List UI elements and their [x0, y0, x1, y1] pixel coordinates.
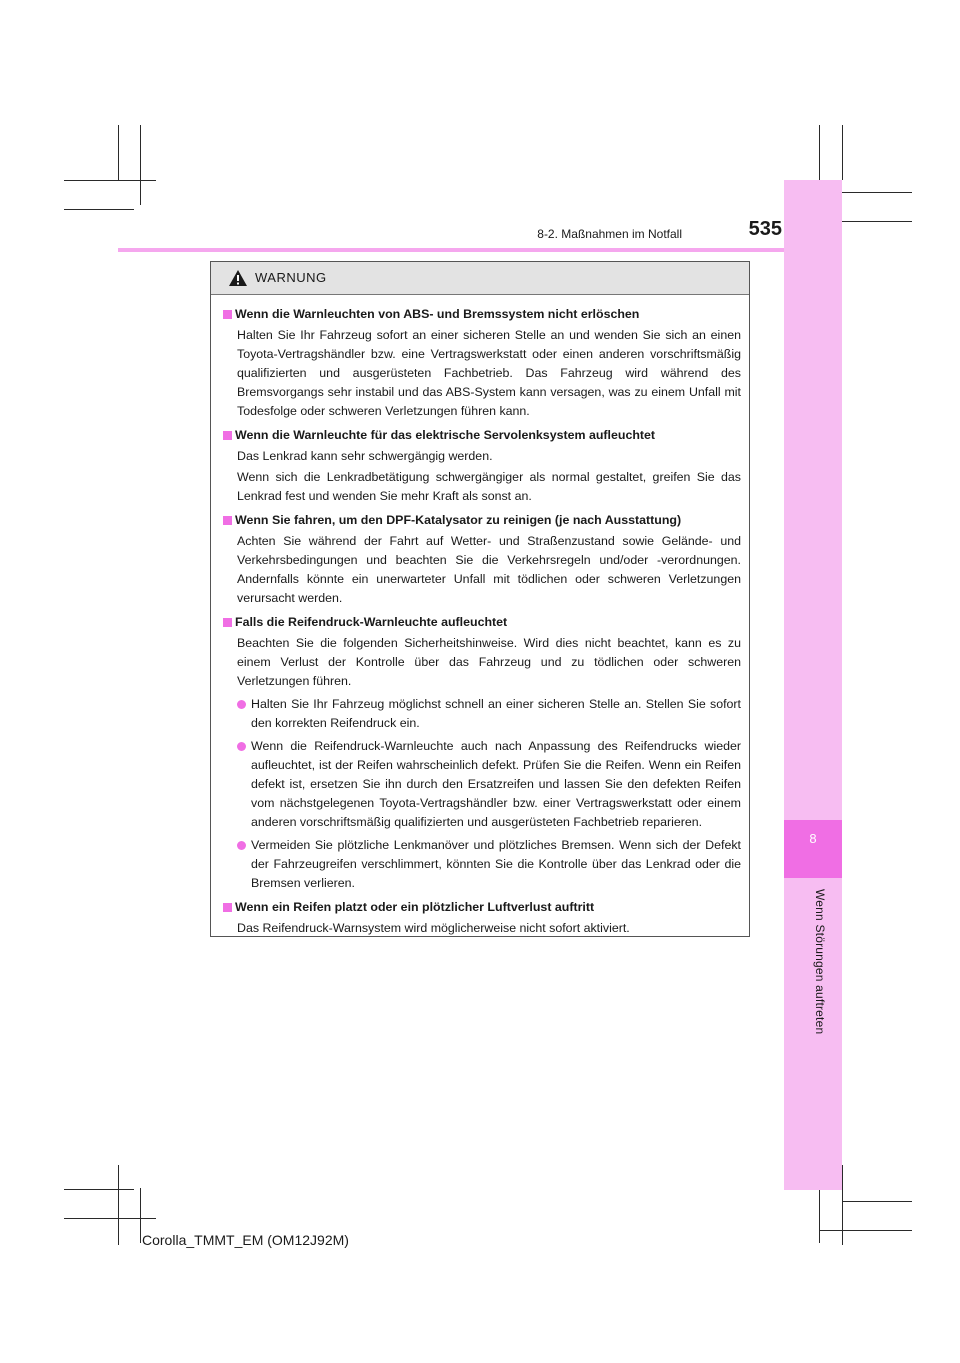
crop-mark — [64, 1218, 156, 1219]
warning-header — [211, 262, 749, 295]
section-paragraph: Halten Sie Ihr Fahrzeug sofort an einer sicheren Stelle an und wenden Sie sich an einen Toyota-Vertragshändler bzw. eine Vertragswerkstatt oder einen anderen vorschriftsmäßig qualifizierten und ausgerüsteten Fachbetrieb. Das Fahrzeug wird während des Bremsvorgangs sehr instabil und das ABS-System kann versagen, was zu einem Unfall mit Todesfolge oder schweren Verletzungen führen kann. — [237, 328, 741, 418]
crop-mark — [118, 125, 119, 180]
crop-mark — [842, 1201, 912, 1202]
crop-mark — [64, 1189, 134, 1190]
section-heading — [219, 898, 741, 917]
bullet-text: Vermeiden Sie plötzliche Lenkmanöver und plötzliches Bremsen. Wenn sich der Defekt der Fahrzeugreifen verschlimmert, könnten Sie die Kontrolle über das Lenkrad oder die Bremsen verlieren. — [251, 838, 741, 890]
chapter-side-tab-active — [784, 820, 842, 878]
bullet-item — [219, 695, 741, 733]
page-number: 535 — [748, 218, 782, 240]
warning-triangle-icon — [228, 269, 248, 287]
section-heading-text: Wenn ein Reifen platzt oder ein plötzlicher Luftverlust auftritt — [235, 900, 595, 914]
crop-mark — [819, 1230, 912, 1231]
section-paragraph: Das Reifendruck-Warnsystem wird möglicherweise nicht sofort aktiviert. — [237, 921, 630, 935]
section-marker-icon — [223, 310, 232, 319]
section-marker-icon — [223, 903, 232, 912]
bullet-text: Halten Sie Ihr Fahrzeug möglichst schnell an einer sicheren Stelle an. Stellen Sie sofort den korrekten Reifendruck ein. — [251, 697, 741, 730]
crop-mark — [64, 180, 156, 181]
crop-mark — [842, 125, 843, 180]
crop-mark — [64, 209, 134, 210]
bullet-item — [219, 836, 741, 893]
crop-mark — [842, 221, 912, 222]
section-paragraph: Beachten Sie die folgenden Sicherheitshinweise. Wird dies nicht beachtet, kann es zu einem Verlust der Kontrolle über das Fahrzeug und zu tödlichen oder schweren Verletzungen führen. — [237, 636, 741, 688]
crop-mark — [118, 1165, 119, 1245]
crop-mark — [842, 1165, 843, 1245]
bullet-dot-icon — [237, 841, 246, 850]
bullet-item — [219, 737, 741, 832]
section-title: 8-2. Maßnahmen im Notfall — [537, 227, 682, 241]
bullet-text: Wenn die Reifendruck-Warnleuchte auch nach Anpassung des Reifendrucks wieder aufleuchtet, ist der Reifen wahrscheinlich defekt. Prüfen Sie die Reifen. Wenn ein Reifen defekt ist, ersetzen Sie ihn durch den Ersatzreifen und lassen Sie den defekten Reifen vom nächstgelegenen Toyota-Vertragshändler bzw. einer Vertragswerkstatt oder einem anderen vorschriftsmäßig qualifizierten und ausgerüsteten Fachbetrieb reparieren. — [251, 739, 741, 829]
chapter-title: Wenn Störungen auftreten — [813, 889, 827, 1035]
section-heading-text: Wenn die Warnleuchte für das elektrische Servolenksystem aufleuchtet — [235, 428, 656, 442]
bullet-dot-icon — [237, 700, 246, 709]
section-heading — [219, 305, 741, 324]
document-id: Corolla_TMMT_EM (OM12J92M) — [142, 1232, 349, 1248]
section-paragraph: Das Lenkrad kann sehr schwergängig werden. — [237, 449, 493, 463]
section-heading-text: Wenn die Warnleuchten von ABS- und Bremssystem nicht erlöschen — [235, 307, 640, 321]
warning-box — [210, 261, 750, 937]
crop-mark — [819, 1188, 820, 1243]
section-marker-icon — [223, 618, 232, 627]
section-heading — [219, 511, 741, 530]
section-paragraph: Wenn sich die Lenkradbetätigung schwergängiger als normal gestaltet, greifen Sie das Lenkrad fest und wenden Sie mehr Kraft als sonst an. — [237, 470, 741, 503]
section-marker-icon — [223, 431, 232, 440]
crop-mark — [140, 1188, 141, 1243]
chapter-number: 8 — [809, 831, 817, 846]
section-marker-icon — [223, 516, 232, 525]
crop-mark — [140, 125, 141, 205]
section-paragraph: Achten Sie während der Fahrt auf Wetter- und Straßenzustand sowie Gelände- und Verkehrsbedingungen und beachten Sie die Verkehrsregeln und/oder -verordnungen. Andernfalls könnte ein unerwarteter Unfall mit tödlichen oder schweren Verletzungen verursacht werden. — [237, 534, 741, 605]
warning-title: WARNUNG — [255, 270, 327, 285]
section-heading — [219, 613, 741, 632]
section-heading-text: Wenn Sie fahren, um den DPF-Katalysator zu reinigen (je nach Ausstattung) — [235, 513, 682, 527]
warning-content — [211, 295, 749, 938]
header-rule — [118, 248, 784, 252]
section-heading-text: Falls die Reifendruck-Warnleuchte aufleuchtet — [235, 615, 508, 629]
section-heading — [219, 426, 741, 445]
bullet-dot-icon — [237, 742, 246, 751]
